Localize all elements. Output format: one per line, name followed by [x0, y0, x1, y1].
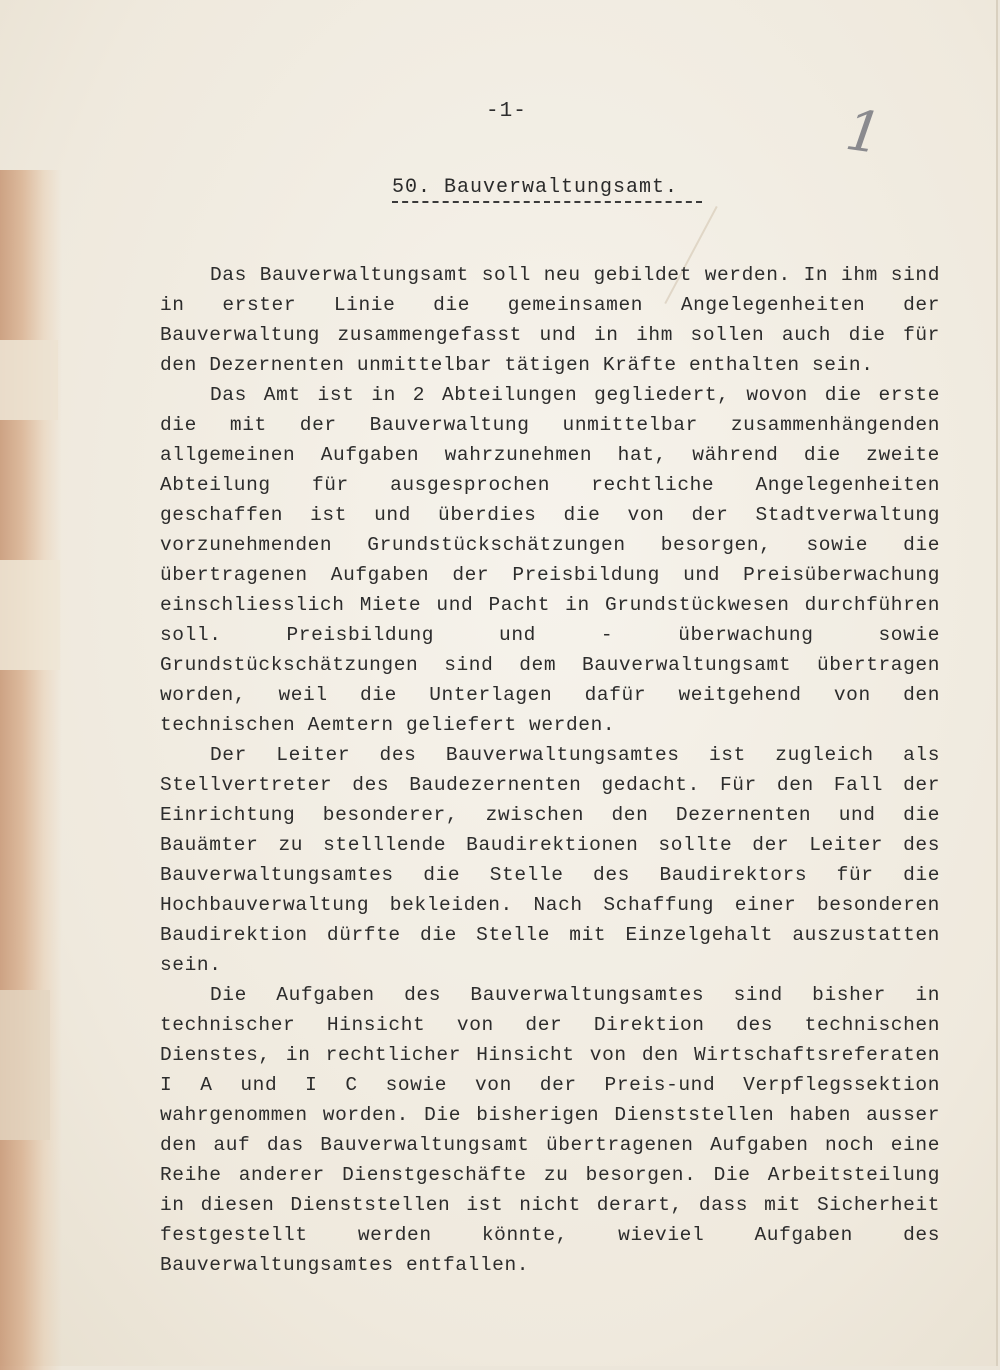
stained-margin-patch: [0, 340, 58, 420]
paragraph: Das Bauverwaltungsamt soll neu gebildet werden. In ihm sind in erster Linie die gemeinsamen Angelegenheiten der Bauverwaltung zusammengefasst und in ihm sollen auch die für den Dezernenten unmittelbar tätigen Kräfte enthalten sein.: [160, 264, 940, 376]
stained-margin-patch: [0, 560, 60, 670]
paragraph: Das Amt ist in 2 Abteilungen gegliedert, wovon die erste die mit der Bauverwaltung unmittelbar zusammenhängenden allgemeinen Aufgaben wahrzunehmen hat, während die zweite Abteilung für ausgesprochen rechtliche Angelegenheiten geschaffen ist und überdies die von der Stadtverwaltung vorzunehmenden Grundstückschätzungen besorgen, sowie die übertragenen Aufgaben der Preisbildung und Preisüberwachung einschliesslich Miete und Pacht in Grundstückwesen durchführen soll. Preisbildung und - überwachung sowie Grundstückschätzungen sind dem Bauverwaltungsamt übertragen worden, weil die Unterlagen dafür weitgehend von den technischen Aemtern geliefert werden.: [160, 384, 940, 736]
handwritten-folio-number: 1: [841, 97, 886, 168]
page-number: -1-: [486, 100, 527, 123]
paragraph: Die Aufgaben des Bauverwaltungsamtes sind bisher in technischer Hinsicht von der Direktion des technischen Dienstes, in rechtlicher Hinsicht von den Wirtschaftsreferaten I A und I C sowie von der Preis-und Verpflegssektion wahrgenommen worden. Die bisherigen Dienststellen haben ausser den auf das Bauverwaltungsamt übertragenen Aufgaben noch eine Reihe anderer Dienstgeschäfte zu besorgen. Die Arbeitsteilung in diesen Dienststellen ist nicht derart, dass mit Sicherheit festgestellt werden könnte, wieviel Aufgaben des Bauverwaltungsamtes entfallen.: [160, 984, 940, 1276]
body-text: [160, 260, 940, 1280]
stained-margin-patch: [0, 990, 50, 1140]
section-title: 50. Bauverwaltungsamt.: [392, 176, 702, 203]
paragraph: Der Leiter des Bauverwaltungsamtes ist zugleich als Stellvertreter des Baudezernenten gedacht. Für den Fall der Einrichtung besonderer, zwischen den Dezernenten und die Bauämter zu stelllende Baudirektionen sollte der Leiter des Bauverwaltungsamtes die Stelle des Baudirektors für die Hochbauverwaltung bekleiden. Nach Schaffung einer besonderen Baudirektion dürfte die Stelle mit Einzelgehalt auszustatten sein.: [160, 744, 940, 976]
